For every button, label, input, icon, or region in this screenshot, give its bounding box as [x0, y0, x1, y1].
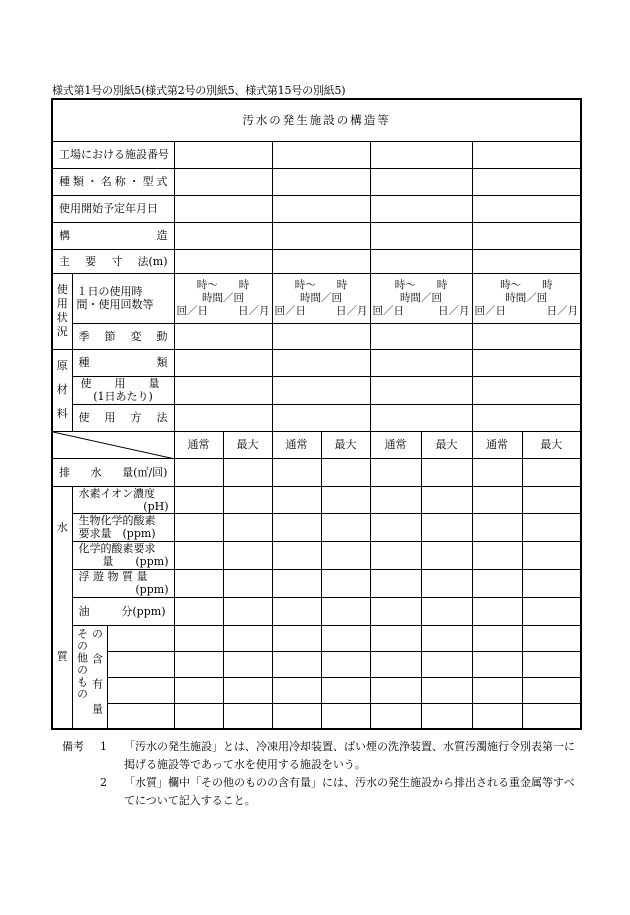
o4-c4m[interactable] — [522, 703, 581, 729]
ss-c1n[interactable] — [174, 569, 223, 597]
ph-c1m[interactable] — [223, 486, 272, 513]
bod-c1n[interactable] — [174, 513, 223, 541]
raw-method-label: 使 用 方 法 — [72, 404, 174, 431]
oil-c2n[interactable] — [272, 597, 321, 625]
bod-label: 生物化学的酸素 要求量 (ppm) — [72, 513, 174, 541]
start-date-col2[interactable] — [272, 195, 370, 222]
raw-kind-col3[interactable] — [370, 349, 472, 376]
usage-hours-col2[interactable]: 時～ 時 時間／回 回／日 日／月 — [272, 273, 370, 323]
usage-hours-col3[interactable]: 時～ 時 時間／回 回／日 日／月 — [370, 273, 472, 323]
form-table-wrapper — [51, 98, 582, 730]
ph-c4m[interactable] — [522, 486, 581, 513]
ss-c2n[interactable] — [272, 569, 321, 597]
dimensions-col3[interactable] — [370, 249, 472, 273]
o4-c2m[interactable] — [321, 703, 370, 729]
start-date-label: 使用開始予定年月日 — [52, 195, 174, 222]
remark-2: 2 「水質」欄中「その他のものの含有量」には、汚水の発生施設から排出される重金属等すべてについて記入すること。 — [100, 776, 575, 807]
o4-c3n[interactable] — [370, 703, 421, 729]
bod-c1m[interactable] — [223, 513, 272, 541]
dimensions-label: 主 要 寸 法(m) — [52, 249, 174, 273]
o3-c4m[interactable] — [522, 677, 581, 703]
cod-c2n[interactable] — [272, 541, 321, 569]
o4-c3m[interactable] — [421, 703, 472, 729]
drain-c4m[interactable] — [522, 458, 581, 486]
seasonal-col1[interactable] — [174, 323, 272, 349]
raw-method-col4[interactable] — [472, 404, 581, 431]
raw-method-col1[interactable] — [174, 404, 272, 431]
o2-c2n[interactable] — [272, 651, 321, 677]
bod-c2m[interactable] — [321, 513, 370, 541]
bod-c4m[interactable] — [522, 513, 581, 541]
other-substance-name-2[interactable] — [107, 651, 174, 677]
ph-c3n[interactable] — [370, 486, 421, 513]
structure-col1[interactable] — [174, 222, 272, 249]
cod-c2m[interactable] — [321, 541, 370, 569]
o2-c4n[interactable] — [472, 651, 522, 677]
col3-max-header: 最大 — [421, 431, 472, 458]
o2-c1m[interactable] — [223, 651, 272, 677]
o2-c2m[interactable] — [321, 651, 370, 677]
raw-amount-col1[interactable] — [174, 376, 272, 404]
raw-kind-col2[interactable] — [272, 349, 370, 376]
ss-c4m[interactable] — [522, 569, 581, 597]
raw-kind-col1[interactable] — [174, 349, 272, 376]
facility-number-col3[interactable] — [370, 141, 472, 168]
raw-method-col2[interactable] — [272, 404, 370, 431]
o1-c2m[interactable] — [321, 625, 370, 651]
other-substance-name-1[interactable] — [107, 625, 174, 651]
col2-normal-header: 通常 — [272, 431, 321, 458]
raw-kind-label: 種 類 — [72, 349, 174, 376]
ss-c4n[interactable] — [472, 569, 522, 597]
o3-c2n[interactable] — [272, 677, 321, 703]
o1-c1m[interactable] — [223, 625, 272, 651]
structure-col2[interactable] — [272, 222, 370, 249]
bod-c4n[interactable] — [472, 513, 522, 541]
drain-c1m[interactable] — [223, 458, 272, 486]
type-col4[interactable] — [472, 168, 581, 195]
o4-c4n[interactable] — [472, 703, 522, 729]
oil-c3n[interactable] — [370, 597, 421, 625]
usage-hours-col4[interactable]: 時～ 時 時間／回 回／日 日／月 — [472, 273, 581, 323]
facility-number-col2[interactable] — [272, 141, 370, 168]
ss-c2m[interactable] — [321, 569, 370, 597]
seasonal-label: 季 節 変 動 — [72, 323, 174, 349]
facility-number-label: 工場における施設番号 — [52, 141, 174, 168]
drain-c2m[interactable] — [321, 458, 370, 486]
ss-c3n[interactable] — [370, 569, 421, 597]
usage-hours-label: １日の使用時 間・使用回数等 — [72, 273, 174, 323]
o3-c3m[interactable] — [421, 677, 472, 703]
facility-number-col1[interactable] — [174, 141, 272, 168]
remark-1: 備考 1 「汚水の発生施設」とは、冷凍用冷却装置、ばい煙の洗浄装置、水質汚濁施行令別表第一に掲げる施設等であって水を使用する施設をいう。 — [62, 740, 575, 771]
ph-c2n[interactable] — [272, 486, 321, 513]
ss-c3m[interactable] — [421, 569, 472, 597]
type-col1[interactable] — [174, 168, 272, 195]
usage-group-label: 使 用 状 況 — [52, 273, 72, 349]
dimensions-col4[interactable] — [472, 249, 581, 273]
ss-label: 浮 遊 物 質 量 (ppm) — [72, 569, 174, 597]
o4-c1m[interactable] — [223, 703, 272, 729]
ph-c1n[interactable] — [174, 486, 223, 513]
structure-label: 構 造 — [52, 222, 174, 249]
diagonal-line — [53, 432, 175, 459]
type-label: 種 類 ・ 名 称 ・ 型 式 — [52, 168, 174, 195]
other-substances-label: その他のもの の含有量 — [72, 625, 107, 729]
drain-volume-label: 排 水 量(㎥/回) — [52, 458, 174, 486]
o1-c3m[interactable] — [421, 625, 472, 651]
o1-c4n[interactable] — [472, 625, 522, 651]
ph-c3m[interactable] — [421, 486, 472, 513]
cod-c3n[interactable] — [370, 541, 421, 569]
facility-structure-table — [51, 98, 582, 730]
bod-c3m[interactable] — [421, 513, 472, 541]
drain-c2n[interactable] — [272, 458, 321, 486]
start-date-col3[interactable] — [370, 195, 472, 222]
oil-c4n[interactable] — [472, 597, 522, 625]
dimensions-col2[interactable] — [272, 249, 370, 273]
o2-c3m[interactable] — [421, 651, 472, 677]
o4-c1n[interactable] — [174, 703, 223, 729]
water-quality-group-label: 水 質 — [52, 486, 72, 729]
cod-c4n[interactable] — [472, 541, 522, 569]
o3-c1m[interactable] — [223, 677, 272, 703]
oil-c2m[interactable] — [321, 597, 370, 625]
raw-amount-col2[interactable] — [272, 376, 370, 404]
o1-c1n[interactable] — [174, 625, 223, 651]
structure-col3[interactable] — [370, 222, 472, 249]
form-header: 様式第1号の別紙5(様式第2号の別紙5、様式第15号の別紙5) — [52, 84, 346, 97]
o2-c1n[interactable] — [174, 651, 223, 677]
seasonal-col4[interactable] — [472, 323, 581, 349]
bod-c2n[interactable] — [272, 513, 321, 541]
col4-normal-header: 通常 — [472, 431, 522, 458]
o1-c3n[interactable] — [370, 625, 421, 651]
col3-normal-header: 通常 — [370, 431, 421, 458]
ss-c1m[interactable] — [223, 569, 272, 597]
bod-c3n[interactable] — [370, 513, 421, 541]
structure-col4[interactable] — [472, 222, 581, 249]
drain-c1n[interactable] — [174, 458, 223, 486]
other-substance-name-4[interactable] — [107, 703, 174, 729]
raw-amount-col3[interactable] — [370, 376, 472, 404]
cod-c1n[interactable] — [174, 541, 223, 569]
o2-c4m[interactable] — [522, 651, 581, 677]
cod-c3m[interactable] — [421, 541, 472, 569]
oil-label: 油 分(ppm) — [72, 597, 174, 625]
o3-c2m[interactable] — [321, 677, 370, 703]
col2-max-header: 最大 — [321, 431, 370, 458]
o1-c2n[interactable] — [272, 625, 321, 651]
start-date-col1[interactable] — [174, 195, 272, 222]
o3-c4n[interactable] — [472, 677, 522, 703]
oil-c1m[interactable] — [223, 597, 272, 625]
col1-max-header: 最大 — [223, 431, 272, 458]
o1-c4m[interactable] — [522, 625, 581, 651]
other-substance-name-3[interactable] — [107, 677, 174, 703]
raw-amount-label: 使 用 量 (1日あたり) — [72, 376, 174, 404]
col1-normal-header: 通常 — [174, 431, 223, 458]
type-col3[interactable] — [370, 168, 472, 195]
oil-c4m[interactable] — [522, 597, 581, 625]
usage-hours-col1[interactable]: 時～ 時 時間／回 回／日 日／月 — [174, 273, 272, 323]
ph-label: 水素イオン濃度 (pH) — [72, 486, 174, 513]
drain-c3m[interactable] — [421, 458, 472, 486]
cod-c1m[interactable] — [223, 541, 272, 569]
o3-c1n[interactable] — [174, 677, 223, 703]
dimensions-col1[interactable] — [174, 249, 272, 273]
o4-c2n[interactable] — [272, 703, 321, 729]
remarks-section — [62, 738, 582, 810]
drain-c4n[interactable] — [472, 458, 522, 486]
raw-method-col3[interactable] — [370, 404, 472, 431]
form-title: 汚水の発生施設の構造等 — [52, 99, 581, 141]
cod-label: 化学的酸素要求 量 (ppm) — [72, 541, 174, 569]
drain-c3n[interactable] — [370, 458, 421, 486]
type-col2[interactable] — [272, 168, 370, 195]
ph-c4n[interactable] — [472, 486, 522, 513]
start-date-col4[interactable] — [472, 195, 581, 222]
seasonal-col3[interactable] — [370, 323, 472, 349]
oil-c1n[interactable] — [174, 597, 223, 625]
o2-c3n[interactable] — [370, 651, 421, 677]
diagonal-header-cell — [52, 431, 174, 458]
seasonal-col2[interactable] — [272, 323, 370, 349]
col4-max-header: 最大 — [522, 431, 581, 458]
raw-amount-col4[interactable] — [472, 376, 581, 404]
o3-c3n[interactable] — [370, 677, 421, 703]
ph-c2m[interactable] — [321, 486, 370, 513]
raw-kind-col4[interactable] — [472, 349, 581, 376]
raw-material-group-label: 原 材 料 — [52, 349, 72, 431]
oil-c3m[interactable] — [421, 597, 472, 625]
cod-c4m[interactable] — [522, 541, 581, 569]
facility-number-col4[interactable] — [472, 141, 581, 168]
